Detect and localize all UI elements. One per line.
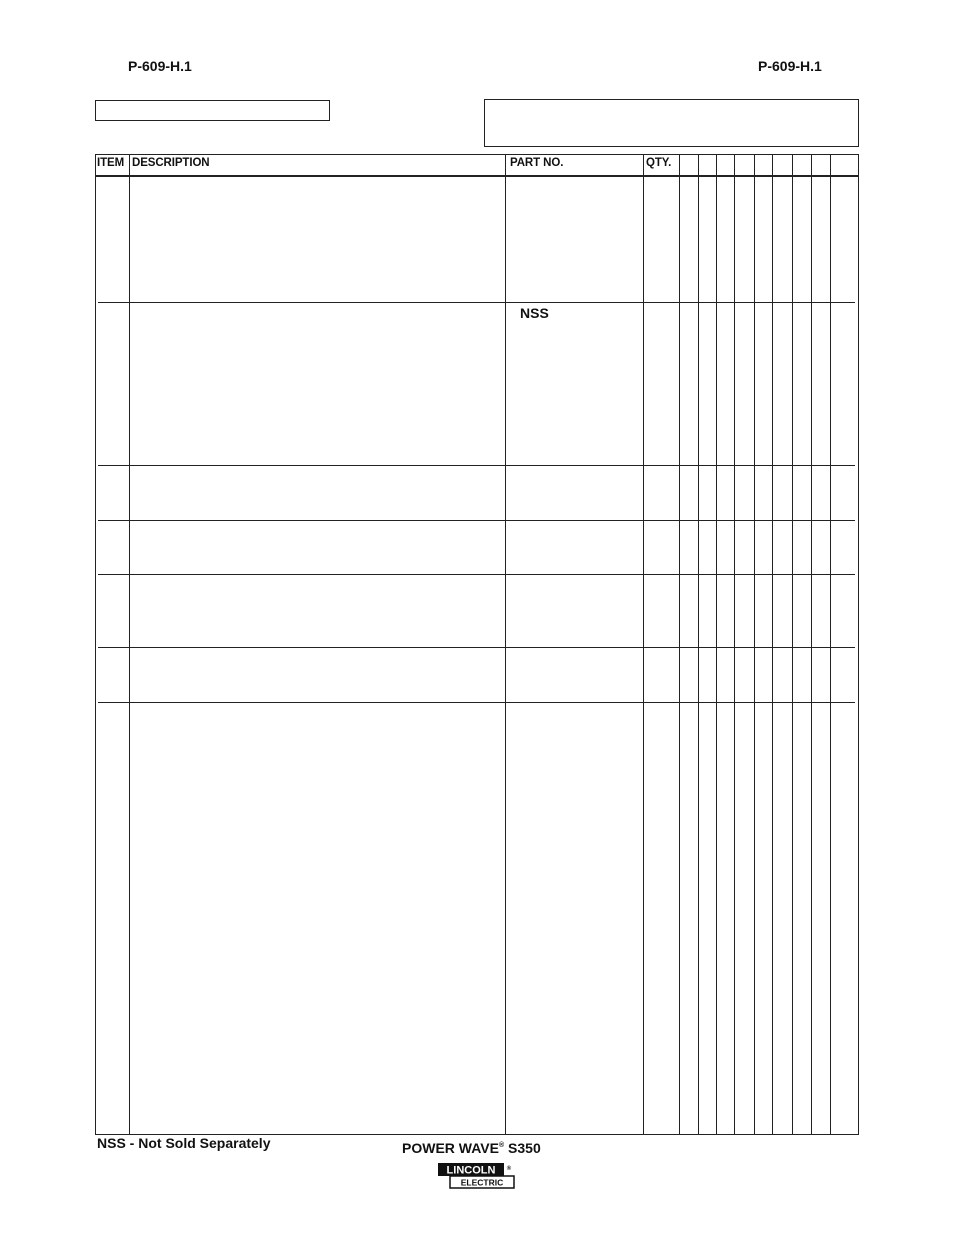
model-name <box>402 1140 541 1156</box>
row-divider <box>98 574 855 575</box>
page-code-left: P-609-H.1 <box>128 58 192 74</box>
logo-top-text: LINCOLN <box>446 1164 496 1177</box>
lincoln-electric-logo <box>437 1162 517 1190</box>
row-divider <box>98 647 855 648</box>
nss-marker: NSS <box>520 305 549 321</box>
registered-mark: ® <box>498 1142 505 1149</box>
section-title-box <box>95 100 330 121</box>
row-divider <box>98 302 855 303</box>
column-header-part-no: PART NO. <box>510 157 564 169</box>
footnote-nss: NSS - Not Sold Separately <box>97 1135 271 1151</box>
row-divider <box>98 702 855 703</box>
logo-bottom-text: ELECTRIC <box>460 1177 504 1188</box>
column-header-description: DESCRIPTION <box>132 157 210 169</box>
row-divider <box>98 465 855 466</box>
model-name-text: POWER WAVE <box>402 1140 499 1156</box>
header-divider <box>96 175 858 177</box>
page-code-right: P-609-H.1 <box>758 58 822 74</box>
model-info-box <box>484 99 859 147</box>
model-number: S350 <box>508 1140 541 1156</box>
logo-registered-mark: ® <box>506 1166 512 1172</box>
parts-list-table <box>95 154 859 1135</box>
column-header-item: ITEM <box>97 157 125 169</box>
row-divider <box>98 520 855 521</box>
column-header-qty: QTY. <box>646 157 672 169</box>
